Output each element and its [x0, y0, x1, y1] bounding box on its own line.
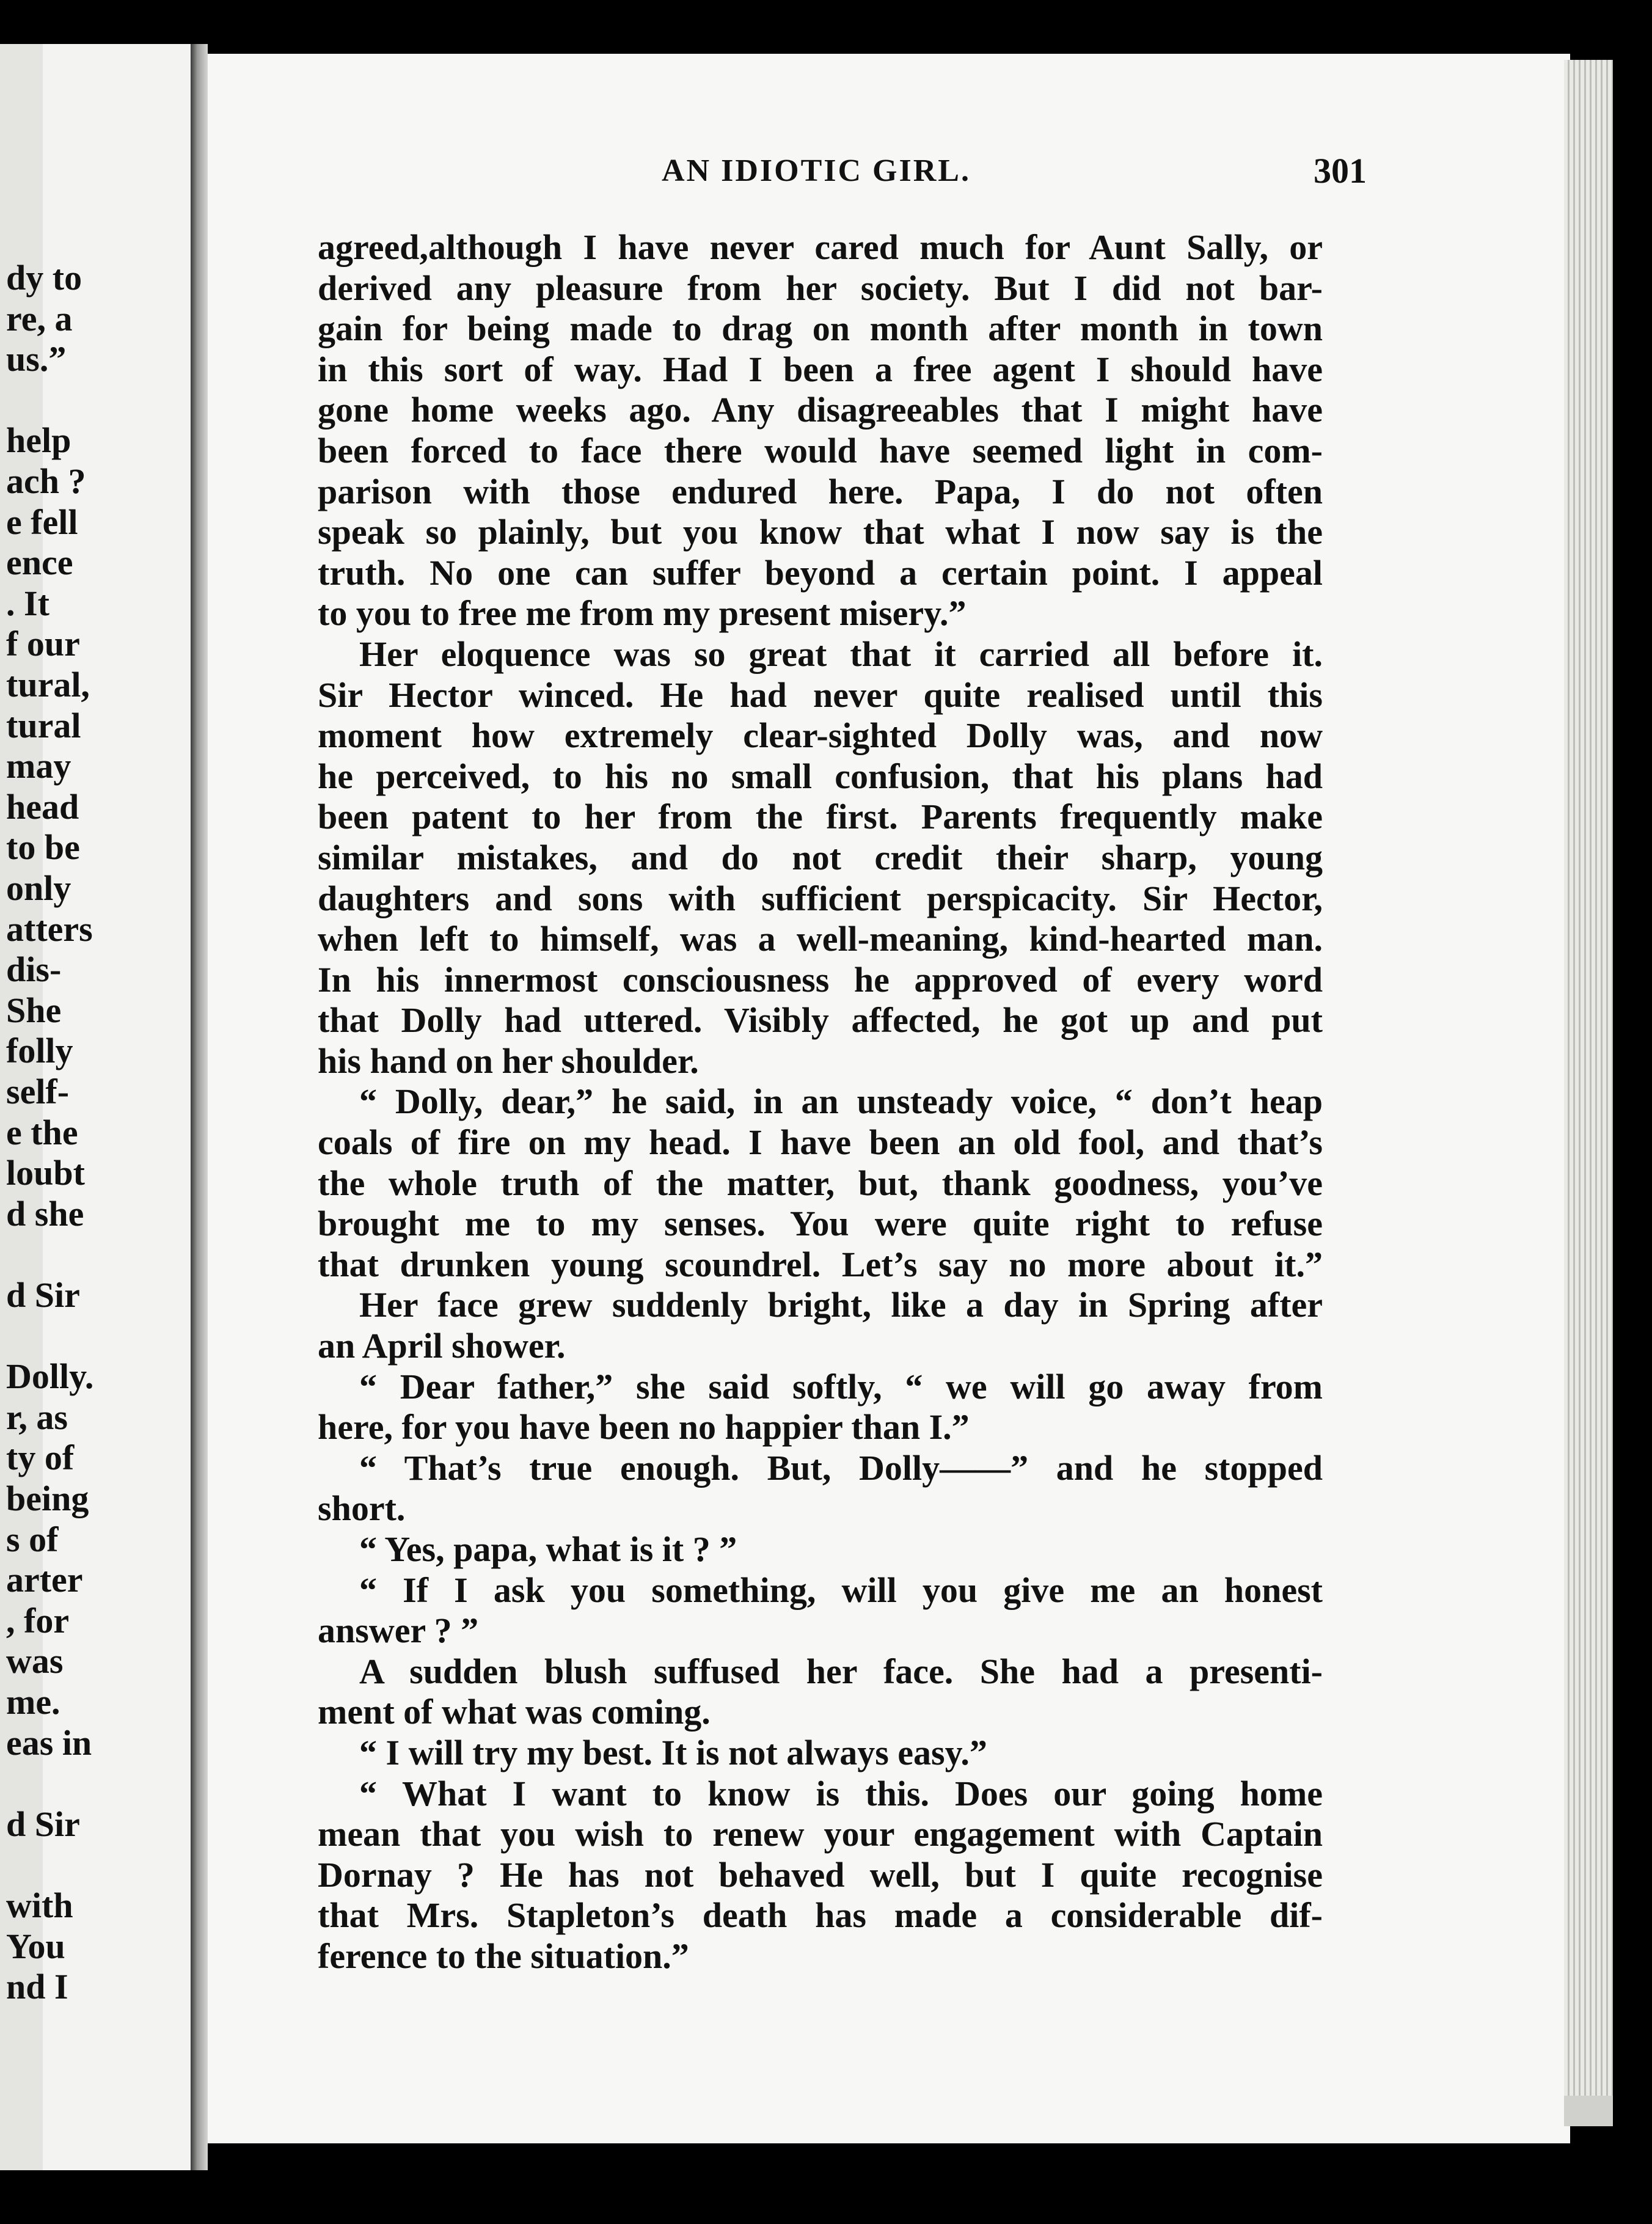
text-line: Sir Hector winced. He had never quite realised until this: [318, 675, 1323, 715]
previous-page-line-fragment: dis-: [6, 949, 62, 990]
text-line: brought me to my senses. You were quite right to refuse: [318, 1204, 1323, 1244]
text-line: In his innermost consciousness he approved of every word: [318, 959, 1323, 1000]
text-line: gain for being made to drag on month after month in town: [318, 309, 1323, 349]
previous-page-line-fragment: loubt: [6, 1153, 85, 1193]
text-line: in this sort of way. Had I been a free agent I should have: [318, 349, 1323, 389]
text-line: “ If I ask you something, will you give me an honest: [359, 1570, 1323, 1610]
previous-page-line-fragment: self-: [6, 1072, 70, 1111]
text-line: speak so plainly, but you know that what I now say is the: [318, 512, 1323, 552]
page-edges-corner: [1564, 2096, 1613, 2126]
previous-page-line-fragment: being: [6, 1479, 89, 1518]
previous-page-line-fragment: dy to: [6, 258, 82, 298]
text-line: moment how extremely clear-sighted Dolly was, and now: [318, 715, 1323, 756]
text-line: Dornay ? He has not behaved well, but I quite recognise: [318, 1854, 1323, 1895]
previous-page-line-fragment: re, a: [6, 298, 73, 338]
text-line: daughters and sons with sufficient perspicacity. Sir Hector,: [318, 878, 1323, 918]
previous-page-line-fragment: d she: [6, 1193, 84, 1234]
text-line: been forced to face there would have seemed light in com-: [318, 430, 1323, 470]
text-line: he perceived, to his no small confusion, that his plans had: [318, 756, 1323, 796]
previous-page-line-fragment: tural: [6, 705, 81, 745]
previous-page-line-fragment: head: [6, 786, 79, 827]
text-line: “ Dear father,” she said softly, “ we will go away from: [359, 1366, 1323, 1406]
text-line: the whole truth of the matter, but, thank goodness, you’ve: [318, 1163, 1323, 1203]
previous-page-line-fragment: s of: [6, 1519, 59, 1559]
text-line: “ Yes, papa, what is it ? ”: [359, 1529, 737, 1569]
text-line: short.: [318, 1488, 406, 1529]
text-line: Her eloquence was so great that it carried all before it.: [359, 634, 1323, 674]
previous-page-line-fragment: to be: [6, 827, 80, 868]
previous-page-line-fragment: was: [6, 1641, 64, 1681]
text-line: derived any pleasure from her society. But I did not bar-: [318, 268, 1323, 308]
text-line: his hand on her shoulder.: [318, 1041, 699, 1081]
text-line: ference to the situation.”: [318, 1936, 689, 1976]
previous-page-line-fragment: ty of: [6, 1438, 75, 1478]
text-line: “ That’s true enough. But, Dolly——” and he stopped: [359, 1447, 1323, 1488]
text-line: answer ? ”: [318, 1611, 479, 1651]
previous-page-line-fragment: tural,: [6, 665, 90, 704]
text-line: that Mrs. Stapleton’s death has made a considerable dif-: [318, 1895, 1323, 1936]
previous-page: [0, 44, 191, 2170]
page-edges: [1564, 60, 1613, 2125]
book-spine: [191, 44, 208, 2170]
previous-page-line-fragment: with: [6, 1886, 73, 1925]
text-line: A sudden blush suffused her face. She had a presenti-: [359, 1651, 1323, 1691]
text-line: “ Dolly, dear,” he said, in an unsteady voice, “ don’t heap: [359, 1081, 1323, 1122]
previous-page-line-fragment: . It: [6, 583, 49, 623]
previous-page-line-fragment: e the: [6, 1112, 78, 1152]
text-line: coals of fire on my head. I have been an old fool, and that’s: [318, 1122, 1323, 1163]
text-line: gone home weeks ago. Any disagreeables that I might have: [318, 390, 1323, 430]
text-line: parison with those endured here. Papa, I do not often: [318, 471, 1323, 511]
text-line: here, for you have been no happier than I.”: [318, 1407, 970, 1447]
text-line: when left to himself, was a well-meaning, kind-hearted man.: [318, 919, 1323, 959]
text-line: mean that you wish to renew your engagement with Captain: [318, 1814, 1323, 1854]
previous-page-line-fragment: folly: [6, 1031, 73, 1071]
previous-page-line-fragment: eas in: [6, 1722, 92, 1763]
previous-page-line-fragment: Dolly.: [6, 1356, 94, 1397]
text-line: ment of what was coming.: [318, 1692, 711, 1732]
previous-page-line-fragment: nd I: [6, 1967, 68, 2007]
text-line: Her face grew suddenly bright, like a day in Spring after: [359, 1285, 1323, 1325]
previous-page-line-fragment: ence: [6, 543, 73, 583]
previous-page-line-fragment: ach ?: [6, 461, 86, 501]
previous-page-line-fragment: She: [6, 990, 62, 1030]
text-line: truth. No one can suffer beyond a certain point. I appeal: [318, 552, 1323, 593]
text-line: agreed,although I have never cared much for Aunt Sally, or: [318, 227, 1323, 267]
previous-page-line-fragment: us.”: [6, 339, 67, 379]
text-line: an April shower.: [318, 1326, 566, 1366]
previous-page-line-fragment: d Sir: [6, 1804, 80, 1844]
previous-page-line-fragment: only: [6, 868, 71, 908]
previous-page-line-fragment: arter: [6, 1560, 83, 1600]
previous-page-line-fragment: atters: [6, 909, 93, 949]
previous-page-line-fragment: may: [6, 746, 71, 786]
text-line: that drunken young scoundrel. Let’s say no more about it.”: [318, 1244, 1323, 1284]
text-line: to you to free me from my present misery.”: [318, 593, 967, 634]
previous-page-line-fragment: r, as: [6, 1397, 68, 1437]
previous-page-line-fragment: d Sir: [6, 1275, 80, 1315]
page-number: 301: [1314, 151, 1367, 191]
previous-page-line-fragment: f our: [6, 624, 80, 664]
text-line: “ What I want to know is this. Does our going home: [359, 1773, 1323, 1813]
text-line: “ I will try my best. It is not always easy.”: [359, 1732, 987, 1772]
text-line: that Dolly had uttered. Visibly affected, he got up and put: [318, 1000, 1323, 1041]
text-line: similar mistakes, and do not credit their sharp, young: [318, 837, 1323, 877]
previous-page-line-fragment: , for: [6, 1600, 70, 1641]
previous-page-line-fragment: me.: [6, 1682, 60, 1722]
running-head: AN IDIOTIC GIRL.: [662, 153, 971, 188]
previous-page-line-fragment: e fell: [6, 502, 78, 542]
previous-page-line-fragment: You: [6, 1926, 65, 1966]
body-text: [318, 227, 1323, 1977]
previous-page-line-fragment: help: [6, 420, 71, 461]
text-line: been patent to her from the first. Parents frequently make: [318, 797, 1323, 837]
